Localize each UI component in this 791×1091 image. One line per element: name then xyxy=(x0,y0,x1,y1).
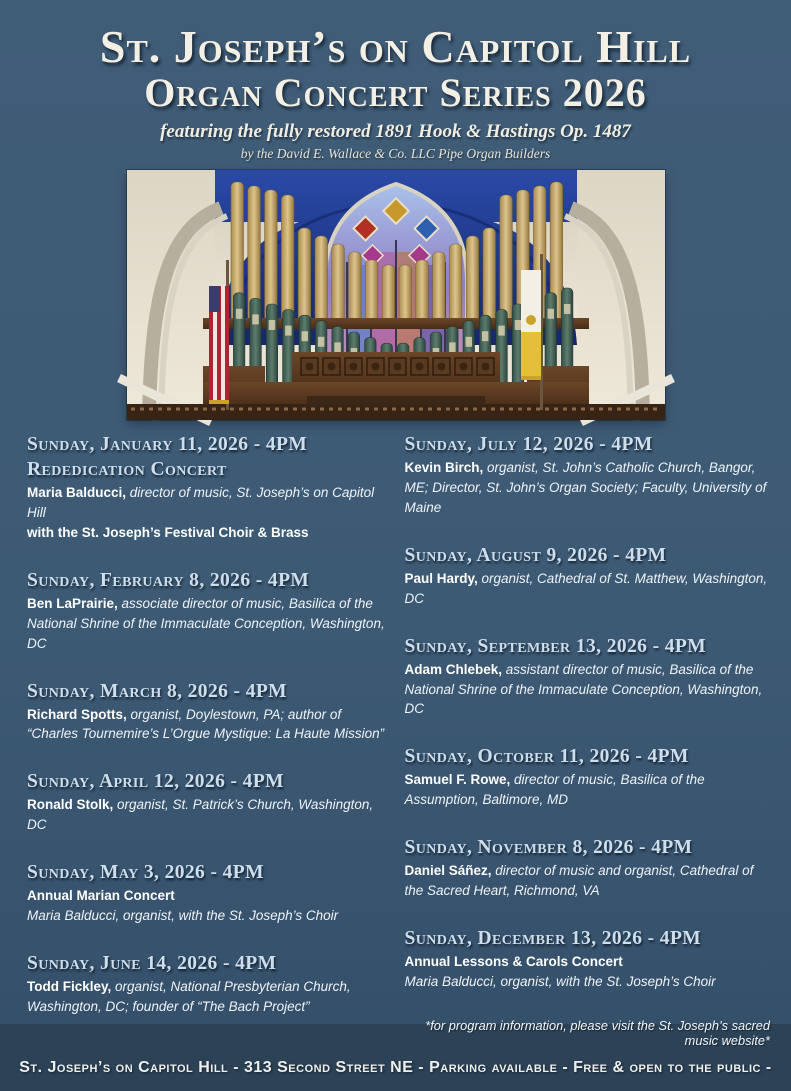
balcony-rail xyxy=(127,404,665,420)
concert-description xyxy=(27,483,393,543)
left-entries xyxy=(27,433,393,1018)
concert-description xyxy=(27,795,393,835)
description-segment: Maria Balducci, organist, with the St. Joseph’s Choir xyxy=(27,908,339,924)
concert-date-heading: Sunday, January 11, 2026 - 4PM xyxy=(27,433,308,455)
organ-photo xyxy=(127,170,665,420)
concert-date-heading: Sunday, October 11, 2026 - 4PM xyxy=(404,746,689,768)
description-segment: associate director of music, Basilica of the National Shrine of the Immaculate Conception, Washington, DC xyxy=(27,595,385,651)
description-segment: organist, Cathedral of St. Matthew, Washington, DC xyxy=(404,570,768,606)
concert-entry xyxy=(27,569,393,654)
poster-byline: by the David E. Wallace & Co. LLC Pipe Organ Builders xyxy=(240,145,551,161)
description-segment: Maria Balducci, xyxy=(27,484,130,500)
description-segment: director of music, St. Joseph’s on Capitol Hill xyxy=(27,484,375,520)
description-segment: Daniel Sáñez, xyxy=(404,863,496,879)
concert-date-heading: Sunday, February 8, 2026 - 4PM xyxy=(27,569,310,591)
masthead xyxy=(0,0,791,162)
description-segment: Samuel F. Rowe, xyxy=(404,772,515,788)
right-entries xyxy=(405,433,771,993)
concert-entry xyxy=(405,544,771,609)
description-segment: organist, St. Patrick’s Church, Washington, DC xyxy=(27,797,374,833)
description-segment: organist, Doylestown, PA; author of “Charles Tournemire’s L’Orgue Mystique: La Haute Mission” xyxy=(27,706,385,742)
concert-date-heading: Sunday, August 9, 2026 - 4PM xyxy=(404,544,667,566)
description-segment: organist, St. John’s Catholic Church, Bangor, ME; Director, St. John’s Organ Society; Faculty, University of Maine xyxy=(404,459,767,515)
concert-date-heading: Sunday, December 13, 2026 - 4PM xyxy=(404,928,702,950)
concert-date-heading: Sunday, July 12, 2026 - 4PM xyxy=(404,433,653,455)
organ-photo-illustration xyxy=(127,170,665,420)
concert-date-heading: Sunday, May 3, 2026 - 4PM xyxy=(27,862,264,884)
concert-description xyxy=(27,886,393,926)
concert-description xyxy=(27,977,393,1017)
concert-description xyxy=(405,458,771,518)
description-segment: Kevin Birch, xyxy=(404,459,488,475)
description-segment: Adam Chlebek, xyxy=(404,661,506,677)
description-segment: Todd Fickley, xyxy=(27,979,116,995)
concert-column-left xyxy=(27,433,393,1049)
concert-column-right xyxy=(405,433,771,1049)
concert-entry xyxy=(405,433,771,518)
poster-title-line2: Organ Concert Series 2026 xyxy=(144,69,647,115)
concert-date-heading: Sunday, March 8, 2026 - 4PM xyxy=(27,680,287,702)
concert-listings xyxy=(0,420,791,1049)
concert-description xyxy=(405,770,771,810)
concert-entry xyxy=(27,680,393,745)
concert-description xyxy=(27,705,393,745)
description-segment: director of music, Basilica of the Assumption, Baltimore, MD xyxy=(404,772,705,808)
concert-entry xyxy=(405,927,771,992)
poster-subtitle: featuring the fully restored 1891 Hook & Hastings Op. 1487 xyxy=(160,120,631,142)
description-segment: organist, National Presbyterian Church, Washington, DC; founder of “The Bach Project” xyxy=(27,979,351,1015)
concert-entry xyxy=(27,433,393,543)
description-segment: Paul Hardy, xyxy=(404,570,482,586)
concert-entry xyxy=(27,952,393,1017)
description-segment: with the St. Joseph’s Festival Choir & Brass xyxy=(27,524,309,540)
concert-entry xyxy=(405,635,771,720)
concert-description xyxy=(27,594,393,654)
concert-description xyxy=(405,569,771,609)
concert-entry xyxy=(405,745,771,810)
concert-date-heading: Sunday, June 14, 2026 - 4PM xyxy=(27,953,277,975)
concert-entry xyxy=(27,861,393,926)
concert-entry xyxy=(27,770,393,835)
description-segment: Maria Balducci, organist, with the St. Joseph’s Choir xyxy=(404,974,716,990)
description-segment: Annual Marian Concert xyxy=(27,888,175,904)
description-segment: assistant director of music, Basilica of the National Shrine of the Immaculate Conception, Washington, DC xyxy=(404,661,763,717)
concert-date-heading: Sunday, November 8, 2026 - 4PM xyxy=(404,837,693,859)
description-segment: Ben LaPrairie, xyxy=(27,595,122,611)
concert-description xyxy=(405,660,771,720)
poster-title-line1: St. Joseph’s on Capitol Hill xyxy=(99,21,692,72)
concert-date-heading: Sunday, September 13, 2026 - 4PM xyxy=(404,635,707,657)
description-segment: Annual Lessons & Carols Concert xyxy=(404,954,623,970)
concert-entry xyxy=(405,836,771,901)
description-segment: Richard Spotts, xyxy=(27,706,131,722)
description-segment: Ronald Stolk, xyxy=(27,797,118,813)
program-footnote: *for program information, please visit the St. Joseph’s sacred music website* xyxy=(425,1018,770,1049)
concert-description xyxy=(405,861,771,901)
footer-address-line: St. Joseph’s on Capitol Hill - 313 Second Street NE - Parking available - Free & open to the public - xyxy=(19,1059,772,1077)
carved-panel-row xyxy=(301,358,494,375)
concert-date-heading: Sunday, April 12, 2026 - 4PM xyxy=(27,771,284,793)
concert-subheading: Rededication Concert xyxy=(27,458,227,480)
description-segment: director of music and organist, Cathedral of the Sacred Heart, Richmond, VA xyxy=(404,863,754,899)
concert-description xyxy=(405,952,771,992)
